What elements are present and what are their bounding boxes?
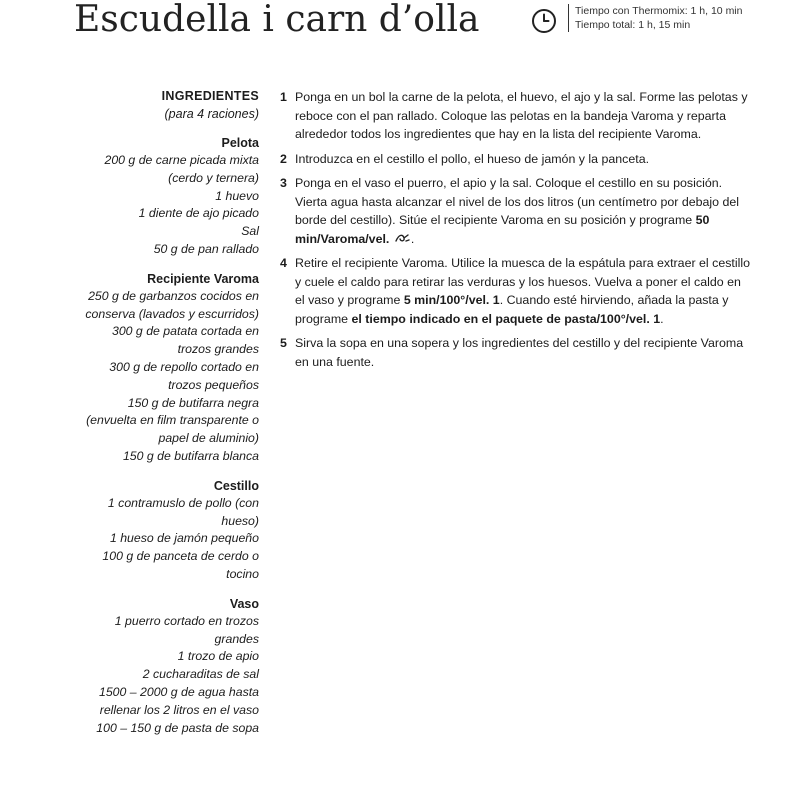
- ingredient-line: 300 g de patata cortada en: [112, 324, 259, 339]
- total-time: Tiempo total: 1 h, 15 min: [575, 19, 691, 31]
- clock-icon: [531, 8, 557, 34]
- recipe-step: [280, 150, 750, 169]
- step-text: Retire el recipiente Varoma. Utilice la muesca de la espátula para extraer el cestillo y cuele el caldo para retirar las verduras y los huesos. Vuelva a poner el caldo en el vaso y programe: [295, 256, 750, 307]
- ingredient-group-title: Pelota: [221, 136, 259, 150]
- ingredient-group: [60, 270, 259, 466]
- ingredient-line: 100 g de panceta de cerdo o: [102, 549, 259, 564]
- thermomix-time: Tiempo con Thermomix: 1 h, 10 min: [575, 5, 743, 17]
- ingredient-line: 50 g de pan rallado: [153, 241, 259, 256]
- ingredient-line: rellenar los 2 litros en el vaso: [99, 702, 259, 717]
- ingredients-heading: INGREDIENTES: [161, 89, 259, 103]
- recipe-step: [280, 174, 750, 248]
- step-number: 2: [280, 151, 287, 166]
- ingredient-group: [60, 477, 259, 584]
- step-text: Introduzca en el cestillo el pollo, el hueso de jamón y la panceta.: [295, 151, 650, 166]
- ingredient-line: (cerdo y ternera): [168, 170, 259, 185]
- step-text: . Cuando esté hirviendo, añada la pasta y programe: [295, 293, 729, 326]
- step-end-dot: .: [410, 231, 415, 246]
- ingredient-group-title: Vaso: [229, 596, 259, 611]
- step-text: Sirva la sopa en una sopera y los ingredientes del cestillo y del recipiente Varoma en una fuente.: [295, 336, 744, 369]
- step-number: 1: [280, 90, 287, 104]
- step-number: 3: [280, 176, 287, 190]
- ingredient-line: 1 contramuslo de pollo (con: [107, 495, 259, 510]
- ingredient-group-title: Recipiente Varoma: [147, 271, 259, 286]
- ingredient-group: [60, 134, 259, 259]
- ingredient-line: (envuelta en film transparente o: [86, 413, 259, 428]
- servings-note: (para 4 raciones): [164, 107, 259, 121]
- ingredient-line: Sal: [241, 224, 259, 239]
- ingredient-line: papel de aluminio): [158, 431, 259, 446]
- step-text: .: [660, 311, 664, 326]
- recipe-step: [280, 254, 750, 328]
- ingredient-line: 200 g de carne picada mixta: [104, 153, 259, 167]
- ingredient-group: [60, 595, 259, 738]
- ingredient-line: 100 – 150 g de pasta de sopa: [96, 720, 259, 735]
- steps-list: [280, 88, 750, 377]
- step-setting: 5 min/100°/vel. 1: [403, 293, 500, 307]
- ingredient-group-title: Cestillo: [213, 478, 259, 493]
- ingredient-line: tocino: [226, 566, 259, 581]
- ingredient-line: 1 puerro cortado en trozos: [114, 613, 259, 628]
- ingredient-line: conserva (lavados y escurridos): [85, 306, 259, 321]
- recipe-title: Escudella i carn d’olla: [74, 0, 480, 40]
- step-text: Ponga en un bol la carne de la pelota, el huevo, el ajo y la sal. Forme las pelotas y reboce con el pan rallado. Coloque las pelotas en la bandeja Varoma y reparta alrededor todos los ingredientes que hay en la lista del recipiente Varoma.: [295, 90, 748, 141]
- reverse-rotation-icon: [393, 232, 411, 244]
- recipe-step: [280, 88, 750, 144]
- ingredients-column: [60, 88, 259, 737]
- ingredient-line: 1 diente de ajo picado: [138, 206, 259, 221]
- ingredient-line: grandes: [214, 631, 259, 646]
- ingredient-line: trozos grandes: [177, 342, 259, 357]
- ingredient-line: trozos pequeños: [168, 377, 259, 392]
- step-text: Ponga en el vaso el puerro, el apio y la sal. Coloque el cestillo en su posición. Vierta agua hasta alcanzar el nivel de los dos litros (un centímetro por debajo del borde del cestillo). Sitúe el recipiente Varoma en su posición y programe: [295, 176, 740, 227]
- ingredient-line: 1 huevo: [215, 188, 259, 203]
- step-number: 5: [280, 336, 287, 350]
- ingredient-line: 1 trozo de apio: [177, 649, 259, 664]
- times-box: [568, 4, 742, 32]
- recipe-step: [280, 334, 750, 371]
- ingredient-line: 2 cucharaditas de sal: [142, 667, 259, 682]
- ingredient-line: 250 g de garbanzos cocidos en: [88, 288, 259, 303]
- ingredient-line: 1500 – 2000 g de agua hasta: [98, 684, 259, 699]
- ingredient-line: hueso): [221, 513, 259, 528]
- step-setting: 50 min/Varoma/vel.: [295, 213, 710, 246]
- ingredient-line: 1 hueso de jamón pequeño: [109, 531, 259, 546]
- ingredient-line: 150 g de butifarra negra: [127, 395, 259, 410]
- ingredient-line: 150 g de butifarra blanca: [122, 448, 259, 463]
- step-setting: el tiempo indicado en el paquete de pasta/100°/vel. 1: [351, 311, 661, 326]
- step-number: 4: [280, 256, 287, 270]
- ingredient-groups: [60, 134, 259, 737]
- ingredient-line: 300 g de repollo cortado en: [109, 359, 259, 374]
